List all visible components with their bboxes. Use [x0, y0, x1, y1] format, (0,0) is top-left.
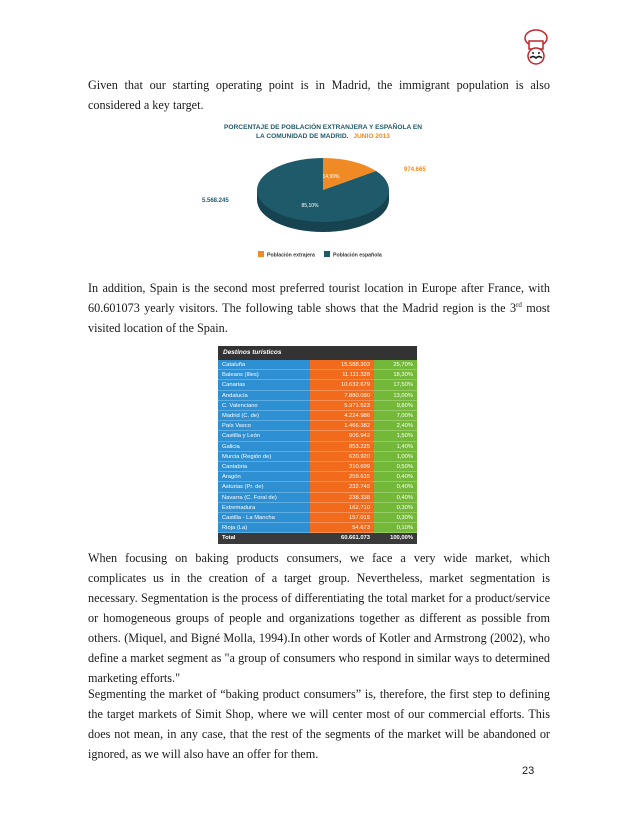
table-cell-visitors: 1.466.382: [310, 421, 374, 431]
table-cell-destination: Canarias: [218, 380, 310, 390]
table-cell-percent: 25,70%: [374, 360, 417, 370]
paragraph-tourism: [88, 278, 550, 338]
table-cell-percent: 13,00%: [374, 391, 417, 401]
table-row: [218, 513, 417, 523]
table-cell-percent: 0,40%: [374, 482, 417, 492]
table-row: [218, 452, 417, 462]
pie-label-spanish-value: 5.568.245: [202, 198, 229, 204]
table-cell-visitors: 60.661.073: [310, 533, 374, 543]
table-cell-visitors: 259.615: [310, 472, 374, 482]
table-cell-destination: Madrid (C. de): [218, 411, 310, 421]
table-cell-destination: Galicia: [218, 442, 310, 452]
svg-text:LA COMUNIDAD DE MADRID.: [256, 133, 390, 140]
table-cell-percent: 18,30%: [374, 370, 417, 380]
table-cell-visitors: 10.632.679: [310, 380, 374, 390]
table-cell-destination: Baleans (Illes): [218, 370, 310, 380]
table-row: [218, 380, 417, 390]
table-cell-visitors: 157.015: [310, 513, 374, 523]
table-cell-percent: 100,00%: [374, 533, 417, 543]
chart-title-line2: LA COMUNIDAD DE MADRID.: [256, 133, 349, 140]
table-cell-percent: 0,40%: [374, 493, 417, 503]
table-cell-percent: 17,50%: [374, 380, 417, 390]
table-row: [218, 421, 417, 431]
table-cell-percent: 1,00%: [374, 452, 417, 462]
table-total-row: [218, 533, 417, 543]
table-cell-visitors: 162.710: [310, 503, 374, 513]
pie-label-foreign-value: 974.665: [404, 167, 426, 173]
table-cell-visitors: 11.111.328: [310, 370, 374, 380]
table-cell-visitors: 905.942: [310, 431, 374, 441]
pie-percent-spanish: 85,10%: [301, 203, 319, 209]
table-cell-destination: Castilla y León: [218, 431, 310, 441]
table-row: [218, 370, 417, 380]
table-cell-percent: 1,40%: [374, 442, 417, 452]
table-cell-percent: 1,50%: [374, 431, 417, 441]
table-cell-destination: Rioja (La): [218, 523, 310, 533]
population-pie-chart: [196, 118, 450, 268]
table-cell-visitors: 5.971.523: [310, 401, 374, 411]
legend-label-spanish: Población española: [333, 252, 382, 259]
table-cell-destination: Aragón: [218, 472, 310, 482]
table-cell-visitors: 54.673: [310, 523, 374, 533]
table-cell-percent: 0,30%: [374, 503, 417, 513]
chart-title-highlight: JUNIO 2013: [353, 133, 390, 140]
table-row: [218, 462, 417, 472]
tourism-text-b: most visited location of the Spain.: [88, 301, 550, 335]
paragraph-segmentation: When focusing on baking products consumers, we face a very wide market, which complicates us in the creation of a target group. Nevertheless, market segmentation is necessary. Segmentation is the process of differentiating the total market for a product/service or homogeneous groups of people and organizations together as different as possible from others. (Miquel, and Bigné Molla, 1994).In other words of Kotler and Armstrong (2002), who define a market segment as "a group of consumers who respond in similar ways to determined marketing efforts.": [88, 551, 550, 685]
table-cell-visitors: 620.920: [310, 452, 374, 462]
table-cell-destination: C. Valenciano: [218, 401, 310, 411]
table-cell-percent: 9,80%: [374, 401, 417, 411]
chef-logo-icon: [521, 28, 551, 68]
table-cell-visitors: 232.745: [310, 482, 374, 492]
table-cell-percent: 0,40%: [374, 472, 417, 482]
table-row: [218, 411, 417, 421]
table-cell-visitors: 853.225: [310, 442, 374, 452]
table-row: [218, 472, 417, 482]
paragraph-target-markets: Segmenting the market of “baking product consumers” is, therefore, the first step to defining the target markets of Simit Shop, where we will center most of our commercial efforts. This does not mean, in any case, that the rest of the segments of the market will be abandoned or ignored, as we will also have an offer for them.: [88, 687, 550, 761]
table-cell-visitors: 7.880.090: [310, 391, 374, 401]
table-row: [218, 523, 417, 533]
table-cell-destination: Andalucía: [218, 391, 310, 401]
table-cell-destination: Castilla - La Mancha: [218, 513, 310, 523]
table-row: [218, 493, 417, 503]
page-number: 23: [522, 765, 535, 777]
table-row: [218, 391, 417, 401]
table-row: [218, 442, 417, 452]
paragraph-immigrant-target: Given that our starting operating point is in Madrid, the immigrant population is also considered a key target.: [88, 78, 550, 112]
table-row: [218, 360, 417, 370]
table-cell-percent: 2,40%: [374, 421, 417, 431]
table-row: [218, 482, 417, 492]
table-cell-percent: 0,50%: [374, 462, 417, 472]
table-cell-destination: Cataluña: [218, 360, 310, 370]
table-cell-visitors: 15.588.203: [310, 360, 374, 370]
table-cell-destination: Murcia (Región de): [218, 452, 310, 462]
tourism-text-sup: rd: [516, 300, 522, 309]
table-cell-destination: Total: [218, 533, 310, 543]
pie-slices: [257, 158, 389, 232]
table-cell-destination: Cantabria: [218, 462, 310, 472]
pie-percent-foreign: 14,90%: [322, 174, 340, 180]
table-cell-percent: 0,30%: [374, 513, 417, 523]
chart-title-line1: PORCENTAJE DE POBLACIÓN EXTRANJERA Y ESPAÑOLA EN: [224, 124, 422, 131]
tourism-text-a: In addition, Spain is the second most preferred tourist location in Europe after France, with 60.601073 yearly visitors. The following table shows that the Madrid region is the 3: [88, 281, 550, 315]
legend-label-foreign: Población extrajera: [267, 252, 315, 259]
table-row: [218, 431, 417, 441]
table-cell-destination: Navarra (C. Foral de): [218, 493, 310, 503]
table-cell-destination: Asturias (Pr. de): [218, 482, 310, 492]
table-cell-visitors: 310.699: [310, 462, 374, 472]
table-cell-percent: 0,10%: [374, 523, 417, 533]
table-row: [218, 401, 417, 411]
table-header: Destinos turísticos: [218, 346, 417, 360]
tourist-destinations-table: [218, 346, 417, 542]
table-cell-visitors: 238.338: [310, 493, 374, 503]
table-cell-visitors: 4.224.986: [310, 411, 374, 421]
table-cell-percent: 7,00%: [374, 411, 417, 421]
table-cell-destination: País Vasco: [218, 421, 310, 431]
table-row: [218, 503, 417, 513]
legend-swatch-foreign: [258, 251, 264, 257]
legend-swatch-spanish: [324, 251, 330, 257]
table-cell-destination: Extremadura: [218, 503, 310, 513]
